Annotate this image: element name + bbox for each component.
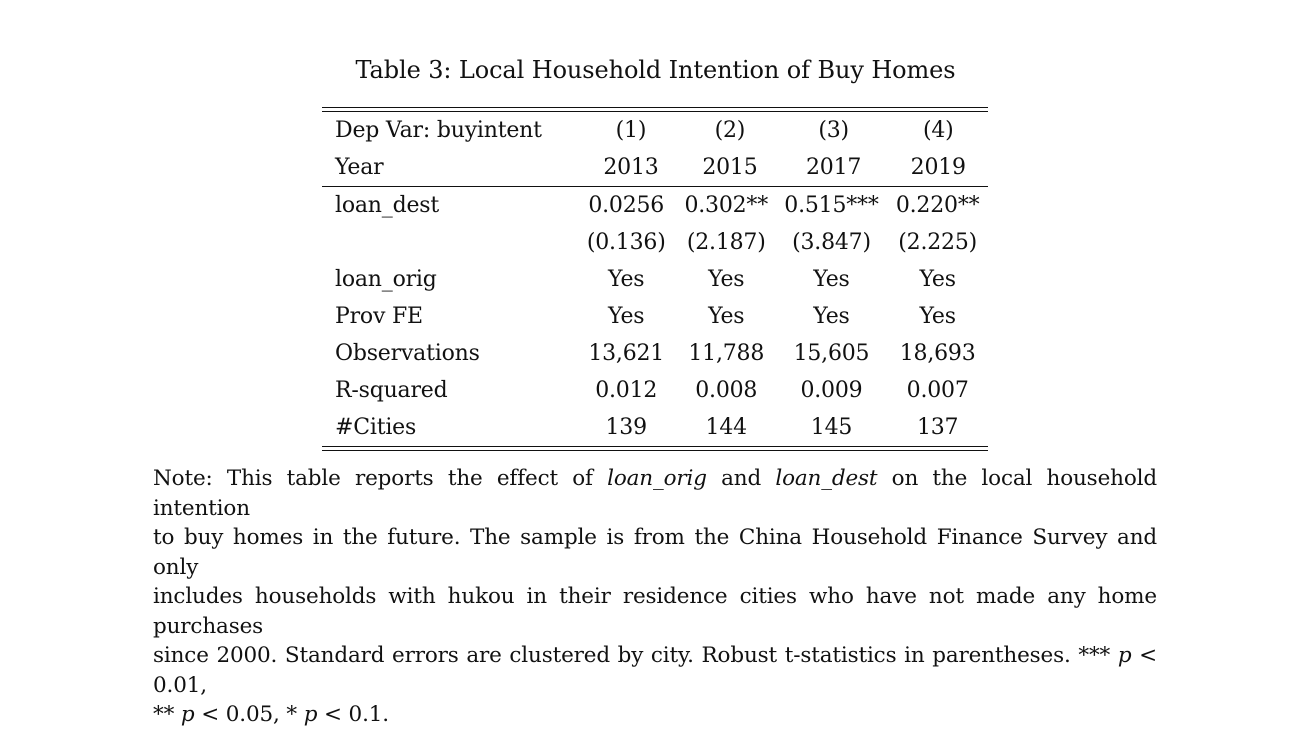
table-cell: (3)	[818, 118, 849, 143]
note-math: p	[180, 702, 195, 727]
table-cell: 0.012	[595, 378, 658, 403]
table-cell: (3.847)	[792, 230, 871, 255]
note-text: < 0.01,	[153, 643, 1157, 698]
table-cell: 0.515***	[784, 193, 879, 218]
note-text: since 2000. Standard errors are clustered by city. Robust t-statistics in parentheses. ***	[153, 643, 1118, 668]
table-cell: Yes	[813, 267, 850, 292]
note-line-3: includes households with hukou in their residence cities who have not made any home purchases	[153, 584, 1157, 639]
note-line-5	[153, 700, 1157, 730]
table-cell: (2.225)	[898, 230, 978, 255]
note-variable: loan_dest	[775, 466, 878, 491]
table-cell: 0.007	[906, 378, 969, 403]
table-cell: Yes	[708, 267, 745, 292]
table-caption: Table 3: Local Household Intention of Buy Homes	[355, 56, 956, 84]
row-label: R-squared	[335, 378, 448, 403]
note-text: **	[153, 702, 181, 727]
bottom-double-rule	[322, 446, 988, 451]
table-cell: 18,693	[899, 341, 976, 366]
row-label: Observations	[335, 341, 480, 366]
table-cell: 2019	[910, 155, 966, 180]
table-cell: 11,788	[688, 341, 765, 366]
regression-table	[322, 107, 988, 451]
row-label: Dep Var: buyintent	[335, 118, 542, 143]
table-cell: (1)	[615, 118, 647, 143]
table-cell: Yes	[608, 267, 645, 292]
row-label	[322, 224, 576, 261]
row-label: loan_orig	[335, 267, 437, 292]
table-cell: Yes	[608, 304, 645, 329]
table-row	[322, 187, 988, 224]
table-cell: 2017	[806, 155, 862, 180]
table-cell: Yes	[919, 267, 956, 292]
note-text: on the local household intention	[153, 466, 1157, 521]
row-label: Year	[335, 155, 384, 180]
table-cell: Yes	[708, 304, 745, 329]
table-cell: (2.187)	[686, 230, 766, 255]
table-cell: (0.136)	[586, 230, 666, 255]
table-cell: 0.0256	[588, 193, 665, 218]
table-row	[322, 298, 988, 335]
table-cell: 15,605	[793, 341, 870, 366]
row-label: loan_dest	[335, 193, 439, 218]
note-text: < 0.1.	[317, 702, 389, 727]
table-cell: 0.302**	[684, 193, 769, 218]
results-table	[322, 112, 988, 186]
table-row	[322, 372, 988, 409]
table-row	[322, 409, 988, 446]
table-cell: 2015	[702, 155, 758, 180]
results-body	[322, 187, 988, 446]
table-row	[322, 112, 988, 149]
table-row	[322, 149, 988, 186]
note-variable: loan_orig	[607, 466, 707, 491]
table-row	[322, 335, 988, 372]
table-cell: (4)	[922, 118, 954, 143]
table-note	[153, 464, 1157, 730]
note-math: p	[1117, 643, 1132, 668]
table-cell: Yes	[919, 304, 956, 329]
note-math: p	[303, 702, 318, 727]
table-cell: 0.008	[695, 378, 758, 403]
note-line-4	[153, 641, 1157, 700]
table-cell: Yes	[813, 304, 850, 329]
note-text: and	[706, 466, 776, 491]
table-cell: 144	[705, 415, 747, 440]
table-cell: 137	[916, 415, 959, 440]
table-cell: 0.220**	[895, 193, 980, 218]
note-text: < 0.05, *	[194, 702, 304, 727]
table-cell: 139	[605, 415, 647, 440]
note-text: Note: This table reports the effect of	[153, 466, 608, 491]
table-row	[322, 224, 988, 261]
note-line-2: to buy homes in the future. The sample is from the China Household Finance Survey and only	[153, 525, 1157, 580]
note-line-1	[153, 464, 1157, 523]
row-label: Prov FE	[335, 304, 423, 329]
table-row	[322, 261, 988, 298]
table-cell: 13,621	[588, 341, 665, 366]
table-cell: (2)	[714, 118, 746, 143]
table-cell: 0.009	[800, 378, 863, 403]
table-cell: 145	[810, 415, 853, 440]
table-cell: 2013	[603, 155, 659, 180]
row-label: #Cities	[335, 415, 417, 440]
